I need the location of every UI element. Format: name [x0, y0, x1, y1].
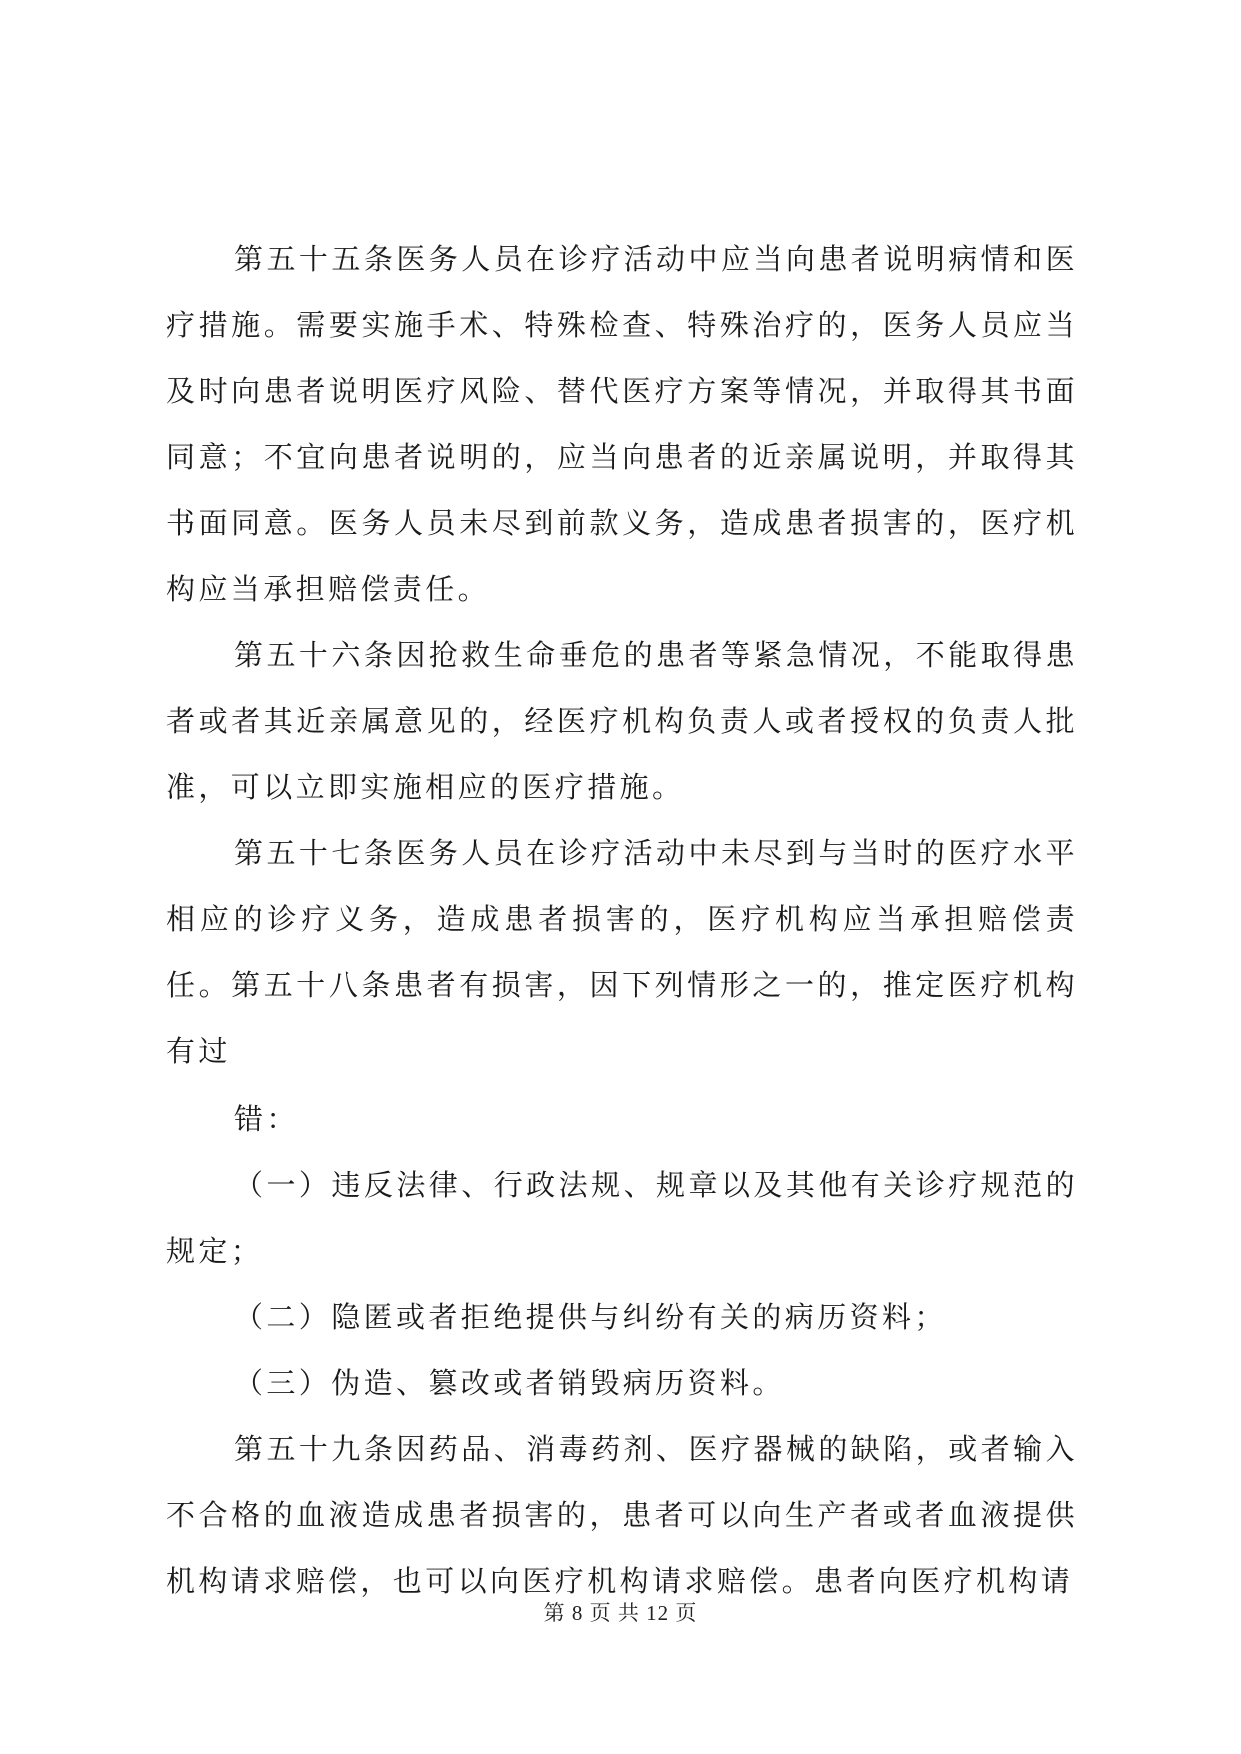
article-57-58-paragraph: 第五十七条医务人员在诊疗活动中未尽到与当时的医疗水平相应的诊疗义务，造成患者损害的，医疗机构应当承担赔偿责任。第五十八条患者有损害，因下列情形之一的，推定医疗机构有过 — [166, 836, 1078, 1068]
article-58-continuation: 错： — [234, 1102, 299, 1136]
list-item-2: （二）隐匿或者拒绝提供与纠纷有关的病历资料； — [234, 1300, 947, 1334]
list-item-3: （三）伪造、篡改或者销毁病历资料。 — [234, 1366, 785, 1400]
article-55-paragraph: 第五十五条医务人员在诊疗活动中应当向患者说明病情和医疗措施。需要实施手术、特殊检查、特殊治疗的，医务人员应当及时向患者说明医疗风险、替代医疗方案等情况，并取得其书面同意；不宜向患者说明的，应当向患者的近亲属说明，并取得其书面同意。医务人员未尽到前款义务，造成患者损害的，医疗机构应当承担赔偿责任。 — [166, 242, 1078, 606]
article-59-paragraph: 第五十九条因药品、消毒药剂、医疗器械的缺陷，或者输入不合格的血液造成患者损害的，患者可以向生产者或者血液提供机构请求赔偿，也可以向医疗机构请求赔偿。患者向医疗机构请 — [166, 1432, 1078, 1598]
list-item-1: （一）违反法律、行政法规、规章以及其他有关诊疗规范的规定； — [166, 1168, 1078, 1268]
article-56-paragraph: 第五十六条因抢救生命垂危的患者等紧急情况，不能取得患者或者其近亲属意见的，经医疗机构负责人或者授权的负责人批准，可以立即实施相应的医疗措施。 — [166, 638, 1078, 804]
page-footer: 第 8 页 共 12 页 — [543, 1601, 698, 1625]
document-body — [166, 226, 1078, 1614]
